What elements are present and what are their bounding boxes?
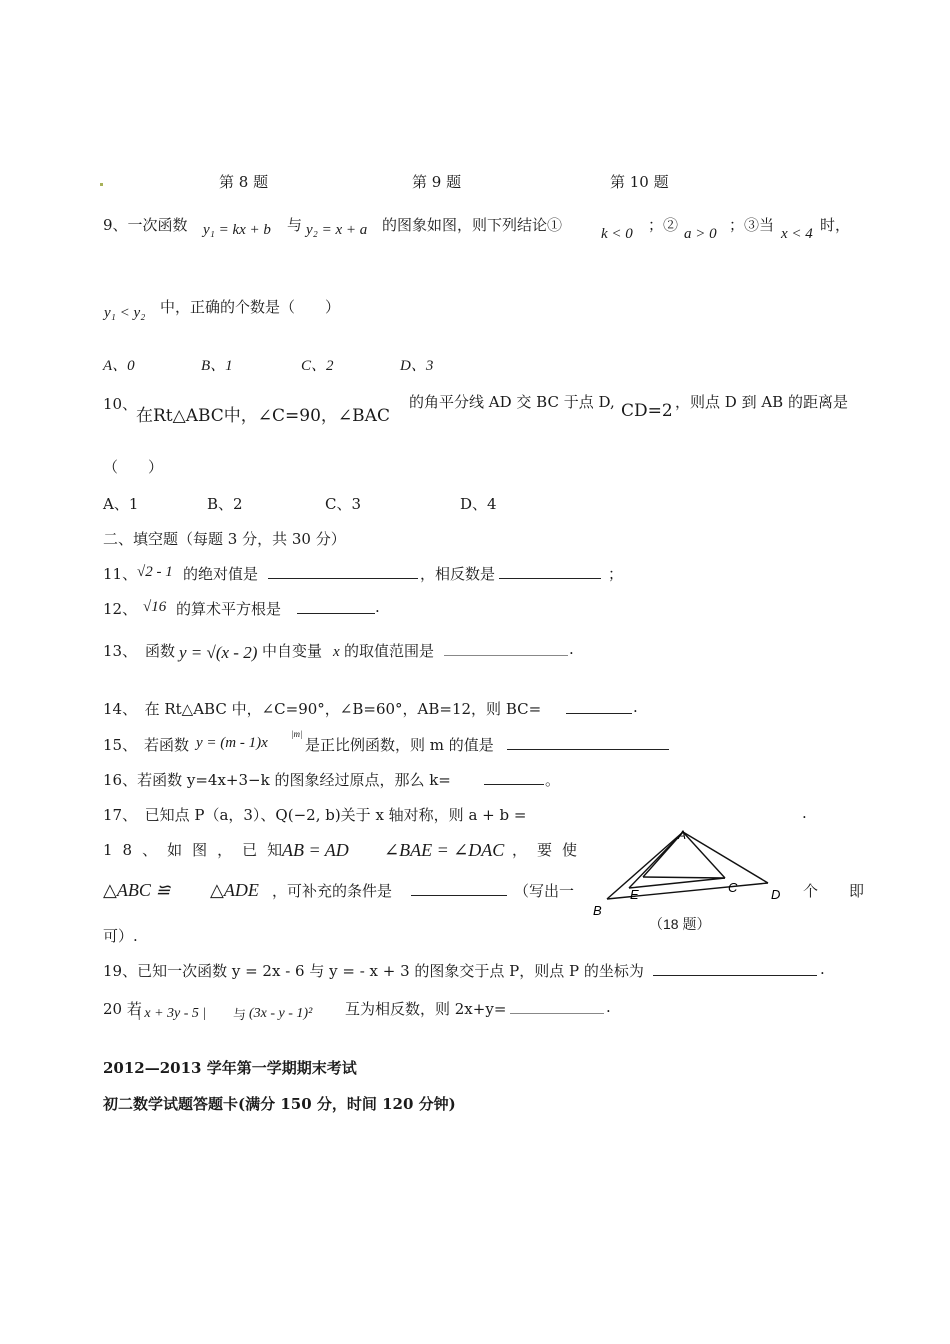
- q20-end: .: [606, 998, 611, 1016]
- q9-option-a: A、0: [103, 358, 135, 374]
- q10-cd: CD=2: [621, 401, 673, 421]
- q11-text2: ，相反数是: [420, 565, 496, 583]
- segment-ad: [683, 832, 768, 883]
- q18-tri2: △ADE: [210, 880, 259, 900]
- segment-ec: [629, 878, 725, 888]
- q9-c2: a > 0: [684, 226, 717, 242]
- q9-text2: 时，: [820, 216, 851, 234]
- q10-option-a: A、1: [103, 495, 139, 513]
- q11-text3: ；: [608, 565, 624, 583]
- segment-a-inner: [643, 832, 683, 877]
- q19-blank[interactable]: [653, 960, 817, 978]
- q16-text: 16、若函数 y=4x+3−k 的图象经过原点，那么 k=: [103, 771, 451, 789]
- q13-text4: .: [569, 640, 574, 658]
- q17-text: 17、 已知点 P（a，3）、Q(−2, b)关于 x 轴对称，则 a + b =: [103, 806, 527, 824]
- q9-text1: 的图象如图，则下列结论①: [382, 216, 563, 234]
- q18-eq1: AB = AD: [282, 840, 349, 860]
- q15-number: 15、: [103, 736, 138, 754]
- q9-f2: y₂ = x + a: [306, 222, 368, 238]
- segment-ab: [607, 832, 683, 899]
- q20-text1: 20 若: [103, 1000, 142, 1018]
- q18-line1: 18、如图，已知: [103, 841, 293, 859]
- q9-c4: y₁ < y₂: [104, 305, 146, 321]
- q14-text: 14、 在 Rt△ABC 中，∠C=90°，∠B=60°，AB=12，则 BC=: [103, 700, 542, 718]
- q15-text2: 是正比例函数，则 m 的值是: [305, 736, 494, 754]
- q13-number: 13、: [103, 642, 138, 660]
- q11-blank-1[interactable]: [268, 563, 418, 581]
- q11-expr: √2 - 1: [137, 564, 173, 580]
- q20-expr1: | x + 3y - 5 |: [137, 1006, 207, 1021]
- figure-18-caption: （18 题）: [649, 916, 711, 932]
- q19-end: .: [820, 960, 825, 978]
- q12-number: 12、: [103, 600, 138, 618]
- q13-var: x: [333, 644, 340, 660]
- q11-number: 11、: [103, 565, 138, 583]
- q10-option-d: D、4: [460, 495, 497, 513]
- q10-text2: 的角平分线 AD 交 BC 于点 D,: [409, 393, 615, 411]
- q18-tri1: △ABC ≌: [103, 880, 171, 900]
- q13-blank[interactable]: [444, 640, 568, 658]
- q14-end: .: [633, 698, 638, 716]
- q18-text6: 可）.: [103, 927, 138, 945]
- q18-text4: （写出一: [514, 882, 575, 900]
- q13-expr: y = √(x - 2): [179, 643, 258, 662]
- q18-text2: ，要使: [512, 841, 588, 859]
- q10-text1: 在Rt△ABC中，∠C=90，∠BAC: [136, 406, 390, 426]
- q18-text3: ，可补充的条件是: [272, 882, 393, 900]
- q16-blank[interactable]: [484, 769, 544, 787]
- label-c: C: [728, 880, 738, 895]
- q9-text3: 中，正确的个数是（ ）: [160, 298, 341, 316]
- q9-option-d: D、3: [400, 358, 434, 374]
- fig-label-q10: 第 10 题: [610, 173, 669, 191]
- label-b: B: [593, 903, 602, 918]
- answer-sheet-title: 2012—2013 学年第一学期期末考试: [103, 1059, 357, 1077]
- segment-inner-c: [643, 877, 725, 878]
- q10-option-c: C、3: [325, 495, 362, 513]
- q9-sep2: ；③当: [729, 216, 775, 234]
- q13-text2: 中自变量: [262, 642, 323, 660]
- q17-end: .: [802, 804, 807, 822]
- q10-option-b: B、2: [207, 495, 243, 513]
- q16-end: 。: [545, 771, 561, 789]
- q11-text1: 的绝对值是: [183, 565, 259, 583]
- q9-c3: x < 4: [781, 226, 813, 242]
- q15-expr: y = (m - 1)x: [196, 735, 268, 751]
- q19-text: 19、已知一次函数 y = 2x - 6 与 y = - x + 3 的图象交于点 P，则点 P 的坐标为: [103, 962, 644, 980]
- q13-text1: 函数: [145, 642, 176, 660]
- q20-text3: 互为相反数，则 2x+y=: [345, 1000, 507, 1018]
- q9-option-c: C、2: [301, 358, 334, 374]
- q9-and: 与: [287, 216, 303, 234]
- q9-option-b: B、1: [201, 358, 233, 374]
- section-heading: 二、填空题（每题 3 分，共 30 分）: [103, 530, 346, 548]
- q12-blank[interactable]: [297, 598, 375, 616]
- decor-dot: [100, 183, 103, 186]
- q12-text2: .: [375, 598, 380, 616]
- q9-number: 9、一次函数: [103, 216, 188, 234]
- q9-sep1: ；②: [648, 216, 679, 234]
- q14-blank[interactable]: [566, 698, 632, 716]
- q9-c1: k < 0: [601, 226, 633, 242]
- q13-text3: 的取值范围是: [344, 642, 435, 660]
- label-d: D: [771, 887, 781, 902]
- fig-label-q9: 第 9 题: [412, 173, 462, 191]
- q11-blank-2[interactable]: [499, 563, 601, 581]
- label-e: E: [630, 887, 639, 902]
- q10-paren: （ ）: [103, 458, 164, 476]
- answer-sheet-subtitle: 初二数学试题答题卡(满分 150 分，时间 120 分钟): [103, 1095, 456, 1113]
- q18-blank[interactable]: [411, 880, 507, 898]
- label-a: A: [678, 828, 687, 842]
- q20-expr2: (3x - y - 1)²: [249, 1006, 313, 1021]
- q20-text2: 与: [233, 1008, 247, 1023]
- q18-text5: 个 即: [803, 882, 873, 900]
- q15-blank[interactable]: [507, 734, 669, 752]
- q15-text1: 若函数: [144, 736, 190, 754]
- segment-ac: [683, 832, 725, 878]
- q15-exponent: |m|: [291, 729, 303, 739]
- q12-expr: √16: [143, 599, 167, 615]
- q10-number: 10、: [103, 395, 138, 413]
- q10-text3: ，则点 D 到 AB 的距离是: [675, 393, 848, 411]
- q12-text1: 的算术平方根是: [176, 600, 282, 618]
- q18-eq2: ∠BAE = ∠DAC: [384, 840, 505, 860]
- q9-f1: y₁ = kx + b: [203, 222, 271, 238]
- q20-blank[interactable]: [510, 998, 604, 1016]
- fig-label-q8: 第 8 题: [219, 173, 269, 191]
